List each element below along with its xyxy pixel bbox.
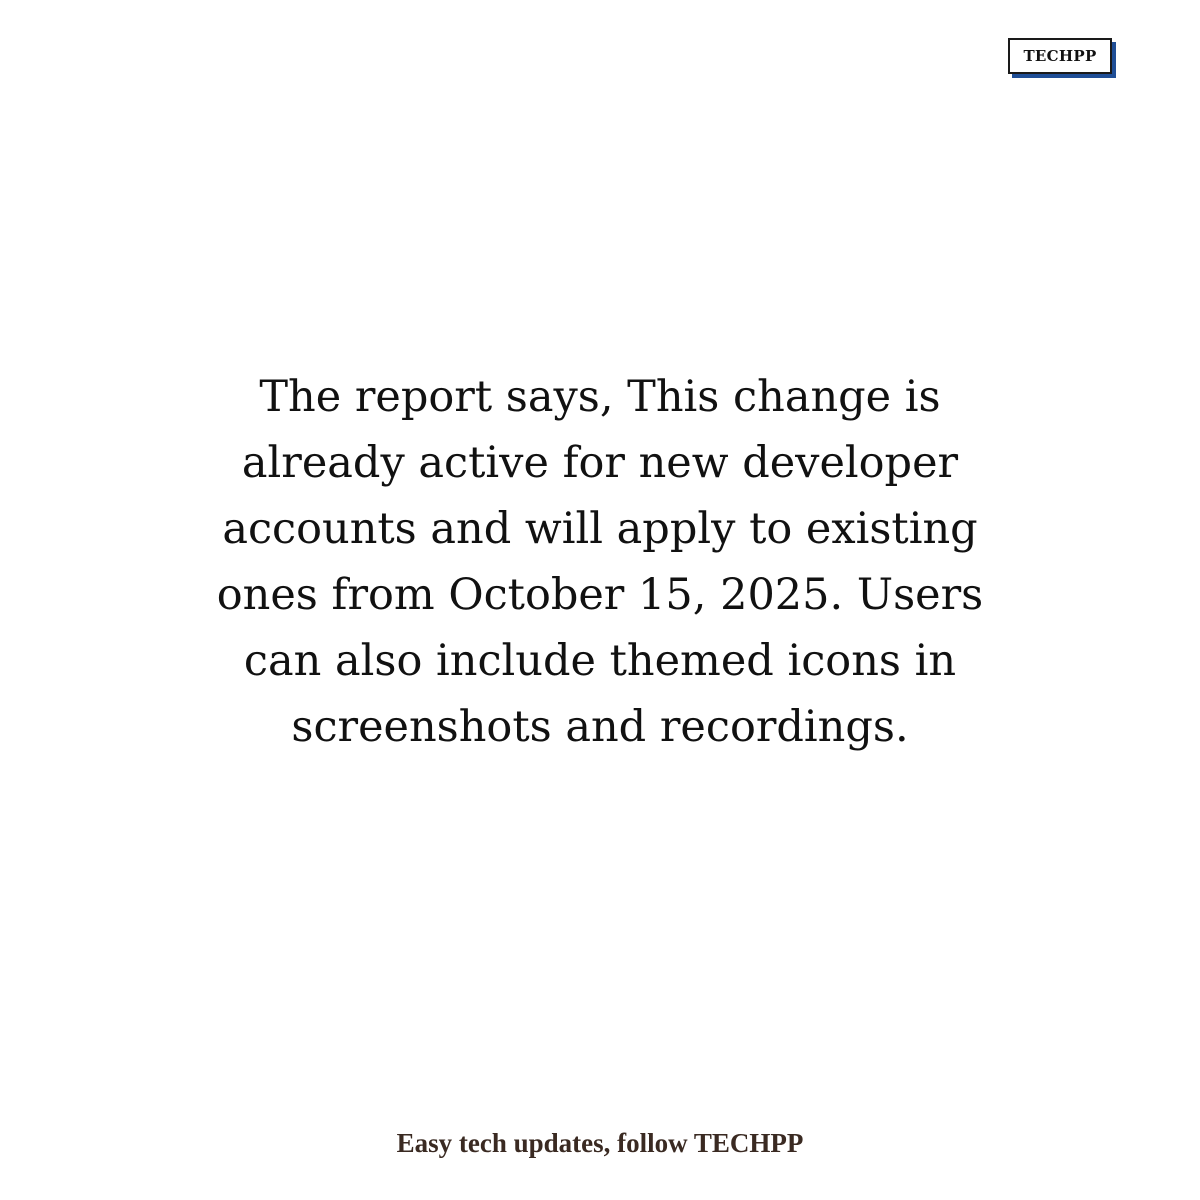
post-line: already active for new developer [241, 438, 959, 488]
post-line: screenshots and recordings. [291, 702, 909, 752]
techpp-logo: TECHPP [1008, 38, 1112, 74]
post-line: ones from October 15, 2025. Users [216, 570, 984, 620]
footer-tagline: Easy tech updates, follow TECHPP [396, 1128, 804, 1158]
post-body-text [150, 364, 1050, 760]
post-line: can also include themed icons in [243, 636, 957, 686]
post-line: accounts and will apply to existing [222, 504, 978, 554]
post-line: The report says, This change is [259, 372, 941, 422]
